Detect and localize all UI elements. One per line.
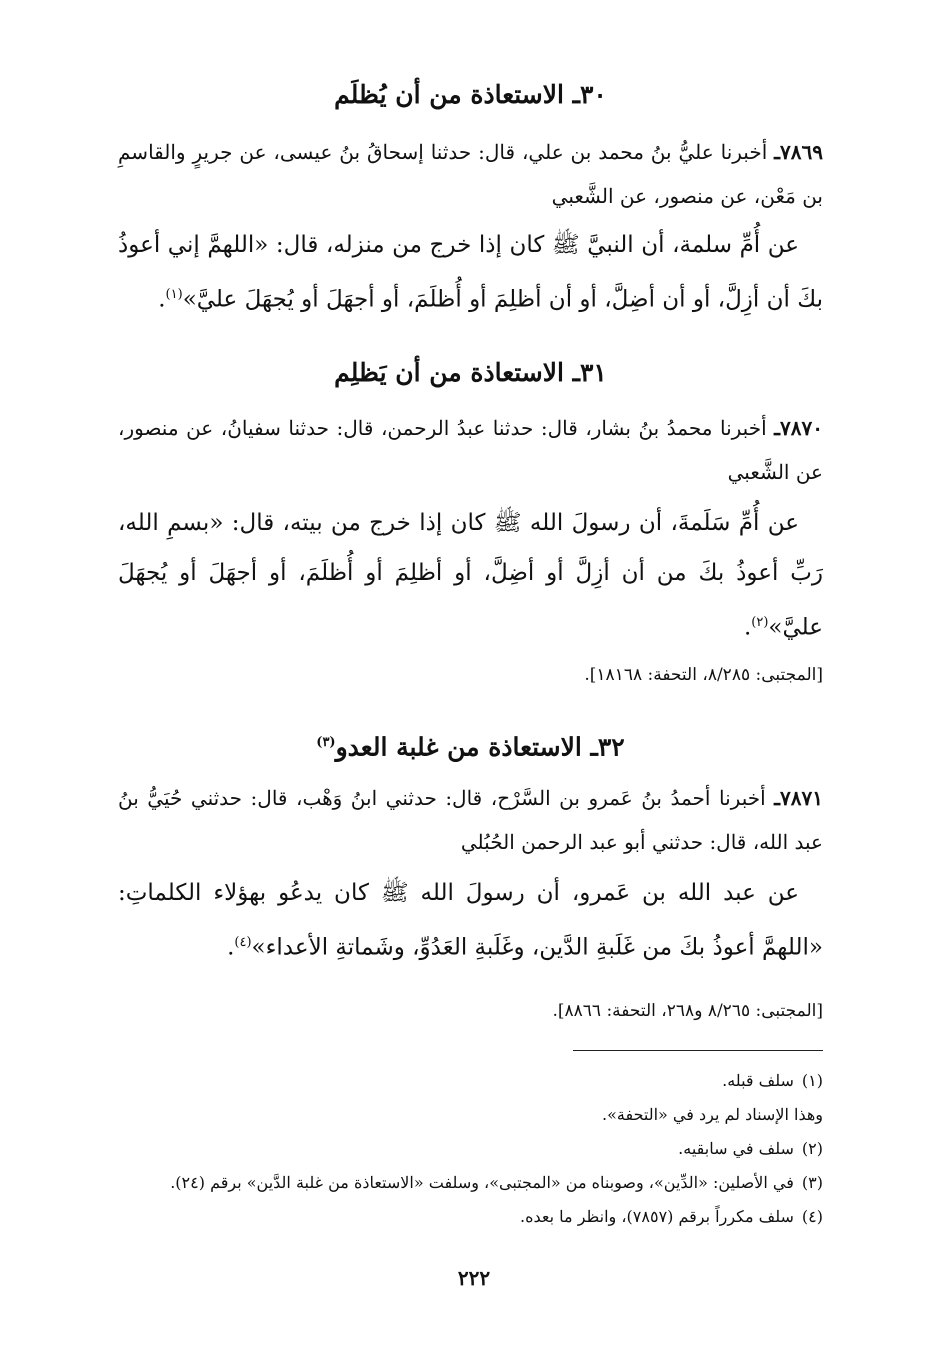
chapter-title-text: ٣٢ـ الاستعاذة من غلبة العدو <box>335 732 625 762</box>
footnote-text: في الأصلين: «الدِّين»، وصوبناه من «المجتبى»، وسلفت «الاستعاذة من غلبة الدَّين» برقم (٢٤). <box>170 1173 794 1192</box>
footnote-marker[interactable]: (١) <box>165 287 183 302</box>
sentence-end: . <box>227 934 235 961</box>
footnote-text: سلف مكرراً برقم (٧٨٥٧)، وانظر ما بعده. <box>520 1207 794 1226</box>
footnote-item <box>118 1166 823 1200</box>
sentence-end: . <box>743 614 752 641</box>
footnote-text: سلف قبله. <box>722 1071 794 1090</box>
footnote-separator <box>573 1050 823 1051</box>
hadith-number: ٧٨٧١ـ <box>774 786 823 810</box>
footnote-text: وهذا الإسناد لم يرد في «التحفة». <box>602 1105 823 1124</box>
hadith-isnad <box>118 130 823 218</box>
footnote-number: (٢) <box>801 1139 823 1158</box>
hadith-block <box>118 406 823 653</box>
sentence-end: . <box>158 286 166 313</box>
hadith-number: ٧٨٧٠ـ <box>774 416 823 440</box>
hadith-matn <box>118 498 823 653</box>
isnad-text: أخبرنا عليُّ بنُ محمد بن علي، قال: حدثنا إسحاقُ بنُ عيسى، عن جريرٍ والقاسمِ بن مَعْن، عن منصور، عن الشَّعبي <box>118 140 823 208</box>
matn-text: عن عبد الله بن عَمرو، أن رسولَ الله ﷺ كان يدعُو بهؤلاء الكلماتِ: «اللهمَّ أعوذُ بكَ من غَلَبةِ الدَّين، وغَلَبةِ العَدُوِّ، وشَماتةِ الأعداء» <box>118 880 823 961</box>
footnote-number: (١) <box>801 1071 823 1090</box>
page-number: ٢٢٢ <box>457 1266 491 1290</box>
hadith-matn <box>118 220 823 325</box>
footnote-marker[interactable]: (٤) <box>234 935 252 950</box>
hadith-number: ٧٨٦٩ـ <box>774 140 823 164</box>
footnote-item <box>118 1132 823 1166</box>
footnote-item <box>118 1200 823 1234</box>
chapter-title <box>118 356 823 390</box>
footnote-marker[interactable]: (٣) <box>316 735 336 750</box>
isnad-text: أخبرنا محمدُ بنُ بشار، قال: حدثنا عبدُ الرحمن، قال: حدثنا سفيانُ، عن منصور، عن الشَّعبي <box>118 416 823 484</box>
hadith-block <box>118 776 823 973</box>
hadith-isnad <box>118 776 823 864</box>
chapter-title <box>118 726 823 764</box>
footnote-number: (٣) <box>801 1173 823 1192</box>
hadith-isnad <box>118 406 823 494</box>
source-reference: [المجتبى: ٨/٢٦٥ و٢٦٨، التحفة: ٨٨٦٦]. <box>552 1001 823 1021</box>
source-reference: [المجتبى: ٨/٢٨٥، التحفة: ١٨١٦٨]. <box>584 665 823 685</box>
footnote-number: (٤) <box>801 1207 823 1226</box>
hadith-matn <box>118 868 823 973</box>
footnote-item <box>118 1064 823 1098</box>
hadith-block <box>118 130 823 325</box>
footnote-text: سلف في سابقيه. <box>678 1139 794 1158</box>
chapter-title-text: ٣١ـ الاستعاذة من أن يَظلِم <box>334 358 607 387</box>
footnotes <box>118 1064 823 1234</box>
isnad-text: أخبرنا أحمدُ بنُ عَمرو بن السَّرْح، قال: حدثني ابنُ وَهْب، قال: حدثني حُيَيُّ بنُ عبد الله، قال: حدثني أبو عبد الرحمن الحُبُلي <box>118 786 823 854</box>
footnote-item <box>118 1098 823 1132</box>
chapter-title <box>118 78 823 112</box>
chapter-title-text: ٣٠ـ الاستعاذة من أن يُظلَم <box>334 80 607 109</box>
matn-text: عن أُمِّ سَلَمةَ، أن رسولَ الله ﷺ كان إذا خرج من بيته، قال: «بسمِ الله، رَبِّ أعوذُ بكَ من أن أزِلَّ أو أضِلَّ، أو أظلِمَ أو أُظلَمَ، أو أجهَلَ أو يُجهَلَ عليَّ» <box>118 510 823 641</box>
footnote-marker[interactable]: (٢) <box>751 615 769 630</box>
matn-text: عن أُمِّ سلمة، أن النبيَّ ﷺ كان إذا خرج من منزله، قال: «اللهمَّ إني أعوذُ بكَ أن أزِلَّ، أو أن أضِلَّ، أو أن أظلِمَ أو أُظلَمَ، أو أجهَلَ أو يُجهَلَ عليَّ» <box>118 232 823 313</box>
